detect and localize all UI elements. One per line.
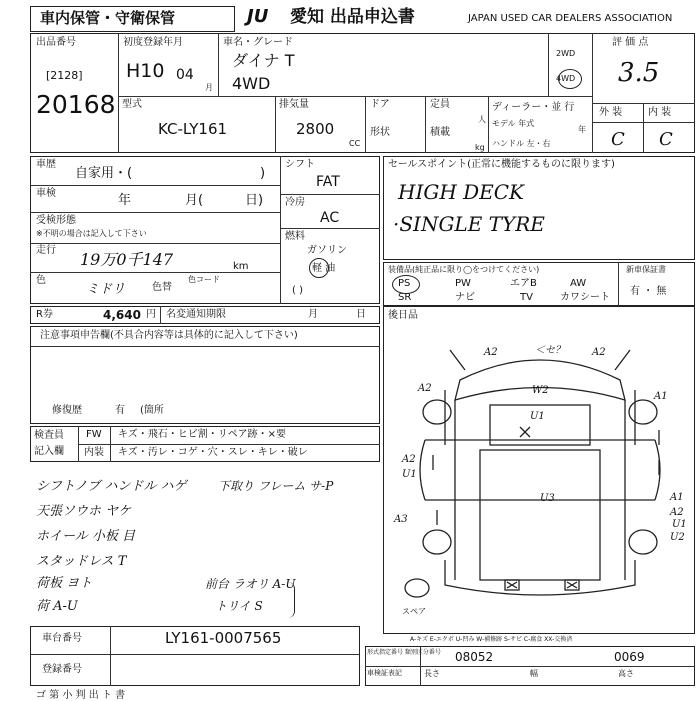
mark-13: U1 [672, 519, 687, 530]
note-line-6: 荷 A-U [36, 599, 78, 614]
displacement: 2800 [296, 120, 335, 138]
fuel-paren: ( ) [292, 285, 303, 296]
spec-model-year: モデル 年式 [492, 119, 535, 128]
accept-note: ※不明の場合は記入して下さい [36, 229, 147, 238]
note-line-2: 天張ソウホ ヤケ [36, 504, 132, 519]
exterior-grade: C [611, 129, 625, 150]
points-line1: HIGH DECK [398, 180, 524, 204]
ac-value: AC [320, 210, 340, 226]
spec-load-unit: kg [475, 143, 485, 152]
mark-11: A1 [670, 492, 684, 503]
diagram-spare: スペア [402, 607, 426, 616]
size-width: 幅 [530, 669, 538, 678]
score-value: 3.5 [618, 58, 660, 88]
spec-year-unit: 年 [578, 125, 586, 134]
model-grade: 4WD [232, 74, 271, 93]
mark-14: U2 [670, 532, 685, 543]
spec-capacity-unit: 人 [478, 115, 486, 124]
equip-sr: SR [398, 292, 412, 303]
note-line-1: シフトノブ ハンドル ハゲ [36, 479, 187, 494]
header-left-title: 車内保管・守衛保管 [40, 9, 176, 27]
format-cat: 0069 [614, 650, 645, 664]
fuel-sub: 軽 油 [312, 263, 336, 274]
color-label: 色 [36, 275, 46, 286]
recycle-label: R券 [36, 309, 53, 320]
equip-tv: TV [520, 292, 533, 303]
points-line2: ·SINGLE TYRE [393, 212, 545, 236]
equip-ps-circle [392, 275, 420, 294]
points-label: セールスポイント(正常に機能するものに限ります) [388, 159, 615, 170]
color-code: 色コード [188, 275, 220, 284]
lot-small: [2128] [46, 69, 83, 82]
displacement-unit: CC [349, 139, 361, 148]
shift-label: シフト [285, 159, 315, 170]
lot-number: 20168 [36, 90, 116, 119]
chassis-value: LY161-0007565 [165, 629, 282, 647]
top-frame [30, 33, 695, 153]
note-right-3: トリイ S [215, 599, 263, 613]
fuel-label: 燃料 [285, 231, 305, 242]
history-value: 自家用・( [75, 166, 133, 181]
repair-value: 有 [115, 405, 125, 416]
reg-label: 登録番号 [42, 664, 82, 675]
format-label: 形式指定番号 類別区分番号 [367, 649, 441, 656]
notes-brace [288, 582, 295, 618]
color-value: ミドリ [86, 282, 126, 297]
equip-airbag: エアB [510, 278, 537, 289]
note-line-3: ホイール 小板 目 [36, 529, 136, 544]
ac-label: 冷房 [285, 197, 305, 208]
points-frame [383, 156, 695, 260]
repair-label: 修復歴 [52, 405, 82, 416]
mileage-unit: km [233, 261, 249, 272]
model-type-label: 型式 [122, 99, 142, 110]
notice-label: 名変通知期限 [166, 309, 226, 320]
first-reg-month: 04 [176, 67, 194, 83]
size-label: 車検証表記 [367, 669, 402, 677]
header-english-title: JAPAN USED CAR DEALERS ASSOCIATION [468, 13, 673, 24]
model-label: 車名・グレード [223, 37, 293, 48]
exterior-label: 外 装 [599, 107, 623, 118]
fuel-circle [309, 258, 329, 278]
mileage-label: 走行 [36, 245, 56, 256]
model-type: KC-LY161 [158, 120, 228, 138]
equip-pw: PW [455, 278, 471, 289]
score-label: 評 価 点 [612, 37, 649, 48]
mark-8: U1 [402, 469, 417, 480]
fuel-value: ガソリン [307, 245, 347, 256]
diagram-legend: A-キズ E-エクボ U-凹み W-補修跡 S-サビ C-腐食 XX-交換済 [410, 636, 573, 643]
note-right-2: 前台 ラオリ A-U [205, 577, 296, 591]
size-length: 長さ [424, 669, 440, 678]
warranty-label: 新車保証書 [626, 265, 666, 274]
interior-grade: C [659, 129, 673, 150]
recycle-unit: 円 [146, 309, 156, 320]
inspector-label1: 検査員 [34, 430, 64, 441]
model-name: ダイナ T [232, 51, 295, 70]
equip-leather: カワシート [560, 292, 610, 303]
chassis-label: 車台番号 [42, 633, 82, 644]
spec-door: ドア [370, 99, 390, 110]
lot-label: 出品番号 [36, 37, 76, 48]
first-reg-label: 初度登録年月 [123, 37, 183, 48]
spec-load: 積載 [430, 127, 450, 138]
inspection-month: 月( [185, 193, 204, 208]
remarks-label: 注意事項申告欄(不具合内容等は具体的に記入して下さい) [40, 330, 298, 341]
equip-navi: ナビ [455, 292, 475, 303]
notice-month: 月 [308, 309, 318, 320]
later-label: 後日品 [388, 310, 418, 321]
shift-value: FAT [316, 174, 340, 190]
inspection-year: 年 [118, 193, 132, 208]
note-line-5: 荷板 ヨト [36, 576, 93, 591]
spec-shape: 形状 [370, 127, 390, 138]
inspector-label2: 記入欄 [34, 446, 64, 457]
spec-dealer: ディーラー・並 行 [492, 102, 575, 113]
equip-ps: PS [398, 278, 411, 289]
mark-10: U3 [540, 493, 555, 504]
mark-7: A2 [402, 454, 416, 465]
mark-12: A2 [670, 507, 684, 518]
color-change: 色替 [152, 282, 172, 293]
format-fmt: 08052 [455, 650, 494, 664]
spec-handle: ハンドル 左・右 [492, 139, 551, 148]
header-main-title: 愛知 出品申込書 [290, 7, 415, 27]
mark-2: A2 [592, 347, 606, 358]
accept-label: 受検形態 [36, 215, 76, 226]
displacement-label: 排気量 [279, 99, 309, 110]
vehicle-diagram [385, 330, 695, 630]
equip-aw: AW [570, 278, 587, 289]
mark-1: A2 [484, 347, 498, 358]
mileage-value: 19万0千147 [80, 250, 174, 269]
first-reg-era: H10 [126, 60, 165, 82]
history-label: 車歴 [36, 159, 56, 170]
mark-9: A3 [394, 514, 408, 525]
mark-6: U1 [530, 411, 545, 422]
inspector-in-items: キズ・汚レ・コゲ・穴・スレ・キレ・破レ [118, 447, 308, 458]
ju-logo: JU [247, 6, 269, 27]
first-reg-month-unit: 月 [205, 83, 213, 92]
spec-capacity: 定員 [430, 99, 450, 110]
drive-2wd: 2WD [556, 49, 576, 58]
mark-3: A2 [418, 383, 432, 394]
recycle-value: 4,640 [103, 308, 141, 322]
bottom-text: ゴ 第 小 判 出 ト 書 [36, 690, 126, 701]
inspector-fw-items: キズ・飛石・ヒビ割・リペア跡・×要 [118, 429, 286, 440]
size-height: 高さ [618, 669, 634, 678]
drive-4wd: 4WD [556, 74, 576, 83]
inspection-day: 日) [245, 193, 264, 208]
history-close: ) [260, 166, 266, 181]
warranty-value: 有 ・ 無 [630, 286, 667, 297]
notice-day: 日 [356, 309, 366, 320]
drive-4wd-circle [558, 69, 582, 89]
repair-place: (箇所 [140, 405, 164, 416]
mark-4: W2 [532, 385, 549, 396]
equipment-label: 装備品(純正品に限り◯をつけてください) [388, 265, 540, 274]
inspection-label: 車検 [36, 188, 56, 199]
diagram-front: ＜セ？ [535, 345, 565, 356]
note-line-4: スタッドレス T [36, 554, 127, 569]
interior-label: 内 装 [648, 107, 672, 118]
note-right-1: 下取り フレーム サ-P [218, 479, 334, 493]
mark-5: A1 [654, 391, 668, 402]
inspector-in: 内装 [84, 447, 104, 458]
inspector-fw: FW [86, 429, 102, 440]
